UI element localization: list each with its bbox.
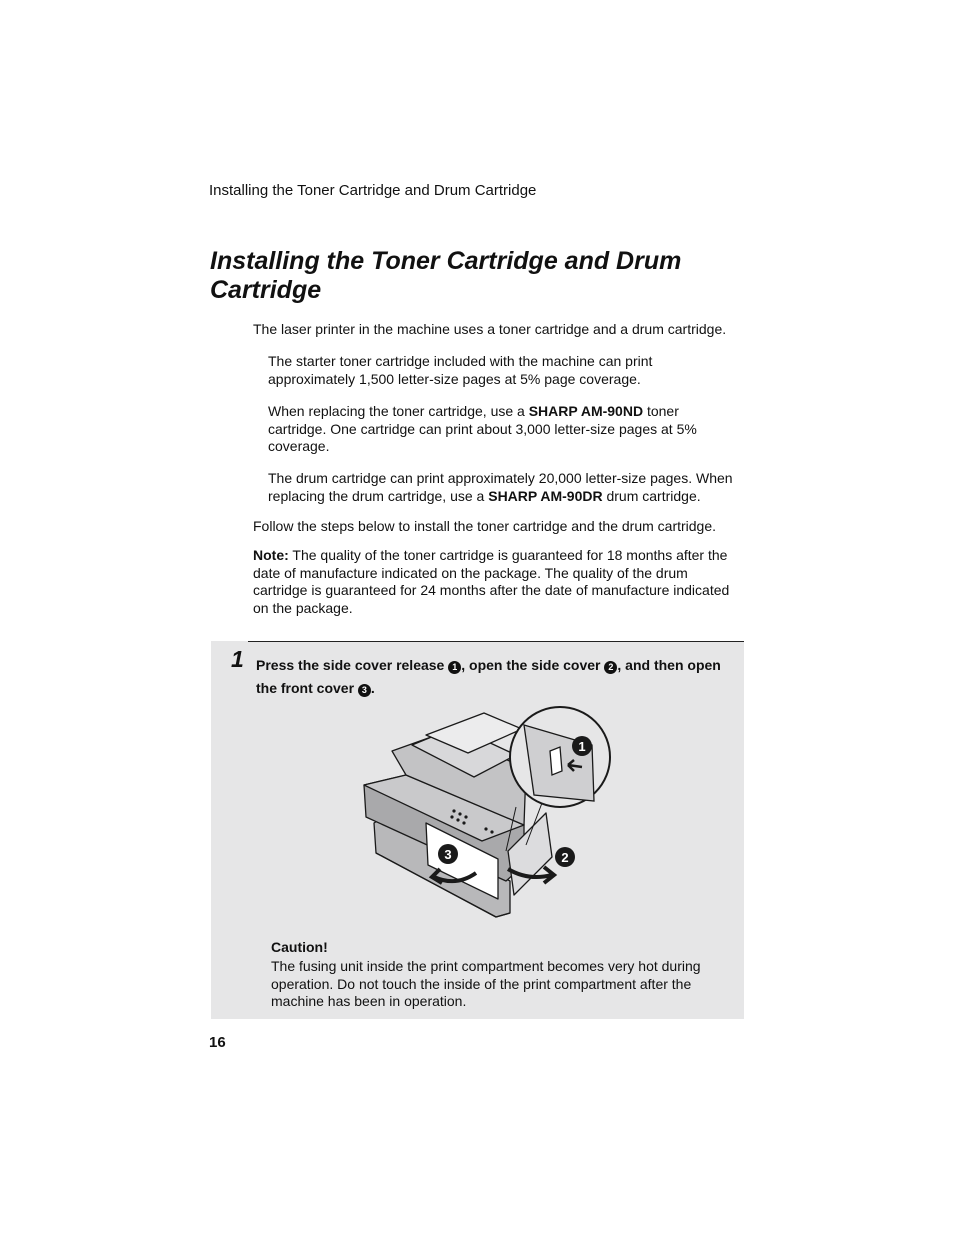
callout-3: 3 [444,847,452,862]
note-text: The quality of the toner cartridge is guaranteed for 18 months after the date of manufacture indicated on the package. The quality of the drum cartridge is guaranteed for 24 months after the date of manufacture indicated on the package. [253,547,730,616]
section-title: Installing the Toner Cartridge and Drum Cartridge [210,247,682,304]
bullet-text: drum cartridge. [602,487,701,504]
bullet-text: toner cartridge. One cartridge can print about 3,000 letter-size pages at 5% coverage. [268,403,697,454]
step-number: 1 [231,646,244,672]
step-text: , and then open the front cover [256,657,721,696]
bullet-replacement-toner [268,403,738,456]
caution-text: The fusing unit inside the print compartment becomes very hot during operation. Do not touch the inside of the print compartment after the machine has been in operation. [271,958,701,1009]
callout-2: 2 [561,850,569,865]
running-header: Installing the Toner Cartridge and Drum Cartridge [209,182,537,199]
bullet-text: When replacing the toner cartridge, use a [268,403,529,419]
callout-1: 1 [578,739,586,754]
panel-rule [248,641,744,642]
follow-paragraph: Follow the steps below to install the toner cartridge and the drum cartridge. [253,518,717,534]
step-marker-1: 1 [448,661,461,674]
step-text: , open the side cover [461,657,605,673]
page-number: 16 [209,1034,226,1051]
bullet-starter-toner: The starter toner cartridge included with the machine can print approximately 1,500 letter-size pages at 5% page coverage. [268,353,653,387]
machine-illustration [356,705,612,923]
step-text: . [370,680,375,696]
bullet-text: The drum cartridge can print approximately 20,000 letter-size pages. When replacing the drum cartridge, use a [268,470,733,504]
toner-model: SHARP AM-90ND [528,403,644,419]
drum-model: SHARP AM-90DR [488,487,603,504]
step-instruction [256,654,736,700]
note-label: Note: [253,547,289,563]
step-text: Press the side cover release [256,657,449,673]
caution-title: Caution! [271,939,328,955]
note-paragraph [253,547,738,617]
step-marker-2: 2 [604,661,617,674]
step-marker-3: 3 [358,684,371,697]
intro-paragraph: The laser printer in the machine uses a toner cartridge and a drum cartridge. [253,321,727,337]
bullet-drum [268,470,738,505]
